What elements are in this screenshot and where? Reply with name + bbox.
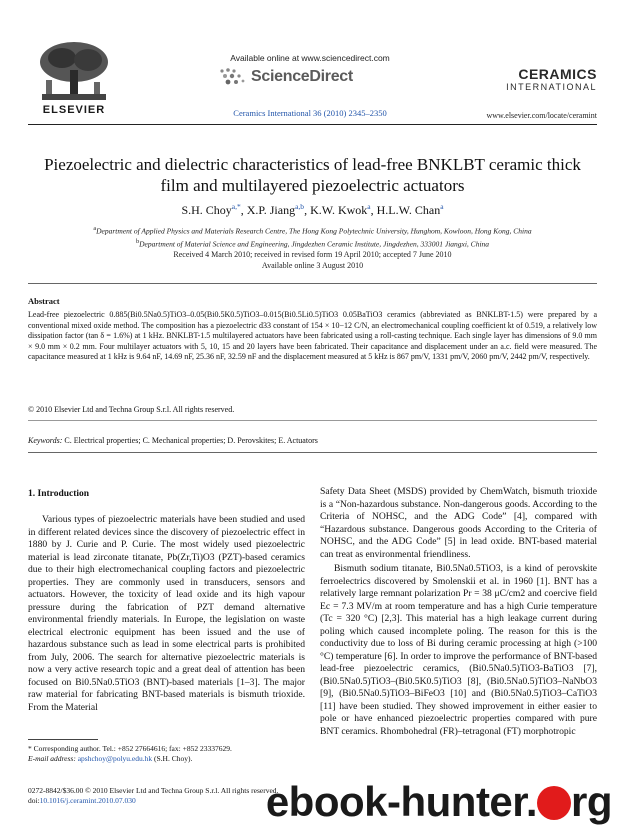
- watermark-text-2: rg: [571, 778, 612, 825]
- sciencedirect-logo: [218, 66, 408, 88]
- footnote: [28, 744, 305, 764]
- body-column-left: [28, 514, 305, 714]
- abstract-divider-bottom: [28, 420, 597, 421]
- affiliation-text: Department of Applied Physics and Materials Research Centre, The Hong Kong Polytechnic University, Hunghom, Kowloon, Hong Kong, China: [96, 226, 532, 236]
- affiliation-marker: a: [93, 225, 97, 232]
- article-dates: [40, 249, 585, 271]
- watermark-text-1: ebook-hunter: [265, 778, 526, 825]
- section-heading: 1. Introduction: [28, 489, 90, 499]
- paragraph: Various types of piezoelectric materials have been studied and used in different related devices since the discovery of piezoelectric effect in 1880 by J. Curie and P. Curie. The most widely used piezoelectric material is lead zirconate titanate, Pb(Zr,Ti)O3 (PZT)-based ceramics due to their high electromechanical coupling factors and piezoelectric properties. They are commonly used in transducers, sensors and actuators. However, the toxicity of lead oxide and its high vapour pressure during the fabrication of PZT demand alternative environmental friendly materials. In Europe, the legislation on waste electrical electronic equipment has been issued and the use of hazardous substance such as lead in some electrical parts is prohibited from July, 2006. The search for alternative piezoelectric materials is now a very active research topic and a great deal of attention has been focused on Bi0.5Na0.5TiO3 (BNT)-based materials [1–3]. The major raw material for fabricating BNT-based materials is bismuth trioxide. From the Material: [28, 514, 305, 713]
- affiliation-line: [40, 224, 585, 237]
- author-separator: ,: [304, 203, 311, 217]
- author-affiliation-marker[interactable]: a: [440, 202, 444, 211]
- watermark-dot: .: [525, 778, 537, 825]
- author-separator: ,: [240, 203, 247, 217]
- author-separator: ,: [370, 203, 377, 217]
- affiliation-line: [40, 237, 585, 250]
- author-list: [40, 202, 585, 218]
- affiliation-text: Department of Material Science and Engineering, Jingdezhen Ceramic Institute, Jingdezhen, 333001 Jiangxi, China: [139, 239, 490, 248]
- author-name: H.L.W. Chan: [376, 203, 441, 217]
- publisher-name: ELSEVIER: [42, 104, 106, 116]
- watermark-o-icon: [537, 786, 571, 820]
- author-name: K.W. Kwok: [310, 203, 368, 217]
- affiliation-marker: b: [135, 237, 140, 245]
- author-affiliation-marker[interactable]: a,*: [231, 202, 241, 211]
- email-line: [28, 754, 305, 764]
- doi-prefix: doi:: [28, 796, 40, 805]
- author-name: X.P. Jiang: [246, 203, 296, 217]
- sciencedirect-wordmark: ScienceDirect: [251, 68, 353, 85]
- corresponding-author-note: * Corresponding author. Tel.: +852 27664616; fax: +852 23337629.: [28, 744, 232, 753]
- abstract-divider-top: [28, 283, 597, 284]
- affiliations: [40, 224, 585, 249]
- online-date: Available online 3 August 2010: [261, 261, 364, 270]
- author-affiliation-marker[interactable]: a,b: [295, 202, 305, 211]
- sciencedirect-dots-icon: [218, 67, 248, 87]
- doi-link[interactable]: 10.1016/j.ceramint.2010.07.030: [39, 796, 136, 805]
- email-link[interactable]: apshchoy@polyu.edu.hk: [77, 754, 153, 763]
- article-title: Piezoelectric and dielectric characteristics of lead-free BNKLBT ceramic thick film and multilayered piezoelectric actuators: [44, 155, 581, 195]
- email-label: E-mail address:: [28, 754, 76, 763]
- abstract-copyright: © 2010 Elsevier Ltd and Techna Group S.r.l. All rights reserved.: [28, 405, 235, 414]
- journal-citation-link[interactable]: Ceramics International 36 (2010) 2345–2350: [233, 108, 387, 118]
- keywords: [28, 436, 597, 445]
- keywords-list: C. Electrical properties; C. Mechanical properties; D. Perovskites; E. Actuators: [62, 436, 318, 445]
- available-online-text: Available online at www.sciencedirect.com: [230, 53, 390, 63]
- footnote-divider: [28, 739, 98, 740]
- keywords-label: Keywords:: [28, 436, 63, 445]
- email-suffix: (S.H. Choy).: [152, 754, 193, 763]
- journal-logo: [497, 66, 597, 92]
- author-affiliation-marker[interactable]: a: [367, 202, 371, 211]
- header-divider: [28, 124, 597, 125]
- abstract-heading: Abstract: [28, 296, 60, 306]
- elsevier-tree-icon: [34, 40, 114, 102]
- abstract-text: Lead-free piezoelectric 0.885(Bi0.5Na0.5)TiO3–0.05(Bi0.5K0.5)TiO3–0.015(Bi0.5Li0.5)TiO3 0.05BaTiO3 ceramics (abbreviated as BNKLBT-1.5) were prepared by a conventional mixed oxide method. The composition has a piezoelectric d33 constant of 154 × 10−12 C/N, an electromechanical coupling coefficient kt of 0.519, a relatively low dissipation factor (tan δ = 1.6%) at 1 kHz. BNKLBT-1.5 multilayered actuators have been fabricated using a roll-casting technique. Each single layer has dimensions of 9.0 mm × 9.0 mm × 0.2 mm. Four multilayer actuators with 5, 10, 15 and 20 layers have been fabricated. Their capacitance and displacement under an a.c. field were measured. The capacitance measured at 1 kHz is 9.64 nF, 14.69 nF, 25.36 nF, 32.59 nF and the displacement measured at 5 kHz is 867 pm/V, 1331 pm/V, 2060 pm/V, 2442 pm/V, respectively.: [28, 310, 597, 362]
- elsevier-logo: [28, 40, 120, 120]
- keywords-divider: [28, 452, 597, 453]
- body-column-right: [320, 486, 597, 738]
- journal-url[interactable]: www.elsevier.com/locate/ceramint: [486, 111, 597, 120]
- journal-logo-line2: INTERNATIONAL: [506, 82, 597, 92]
- author-name: S.H. Choy: [181, 203, 232, 217]
- paragraph: Bismuth sodium titanate, Bi0.5Na0.5TiO3, is a kind of perovskite ferroelectrics discovered by Smolenskii et al. in 1960 [1]. BNT has a relatively large remnant polarization Pr = 38 μC/cm2 and coercive field Ec = 7.3 MV/m at room temperature and has a high Curie temperature (Tc = 320 °C) [2,3]. This material has a high leakage current during poling which caused incomplete poling. The reason for this is the conductivity due to loss of Bi during ceramic processing at high (>100 °C) temperature [6]. In order to improve the performance of BNT-based lead-free piezoelectric ceramics, (Bi0.5Na0.5)TiO3-BaTiO3 [7], (Bi0.5Na0.5)TiO3–(Bi0.5K0.5)TiO3 [8], (Bi0.5Na0.5)TiO3–NaNbO3 [9], (Bi0.5Na0.5)TiO3–BiFeO3 [10] and (Bi0.5Na0.5)TiO3–CaTiO3 [11] have been studied. They showed improvement in either easier to pole or have enhanced piezoelectric properties compared with pure BNT ceramics. Rhombohedral (FR)–tetragonal (FT) morphotropic: [320, 563, 597, 737]
- received-dates: Received 4 March 2010; received in revised form 19 April 2010; accepted 7 June 2010: [173, 250, 452, 259]
- paragraph: Safety Data Sheet (MSDS) provided by ChemWatch, bismuth trioxide is a “Non-hazardous substance. Non-dangerous goods. According to the Criteria of NOHSC, and the ADG Code” [4], compared with “Hazardous substance. Dangerous goods According to the Criteria of NOHSC, and the ADG Code” [5] in lead oxide. BNT-based material can treat as environmental friendliness.: [320, 486, 597, 560]
- issn-copyright: 0272-8842/$36.00 © 2010 Elsevier Ltd and Techna Group S.r.l. All rights reserved.: [28, 786, 279, 795]
- ebook-hunter-watermark: [92, 780, 612, 824]
- journal-logo-line1: CERAMICS: [518, 66, 597, 82]
